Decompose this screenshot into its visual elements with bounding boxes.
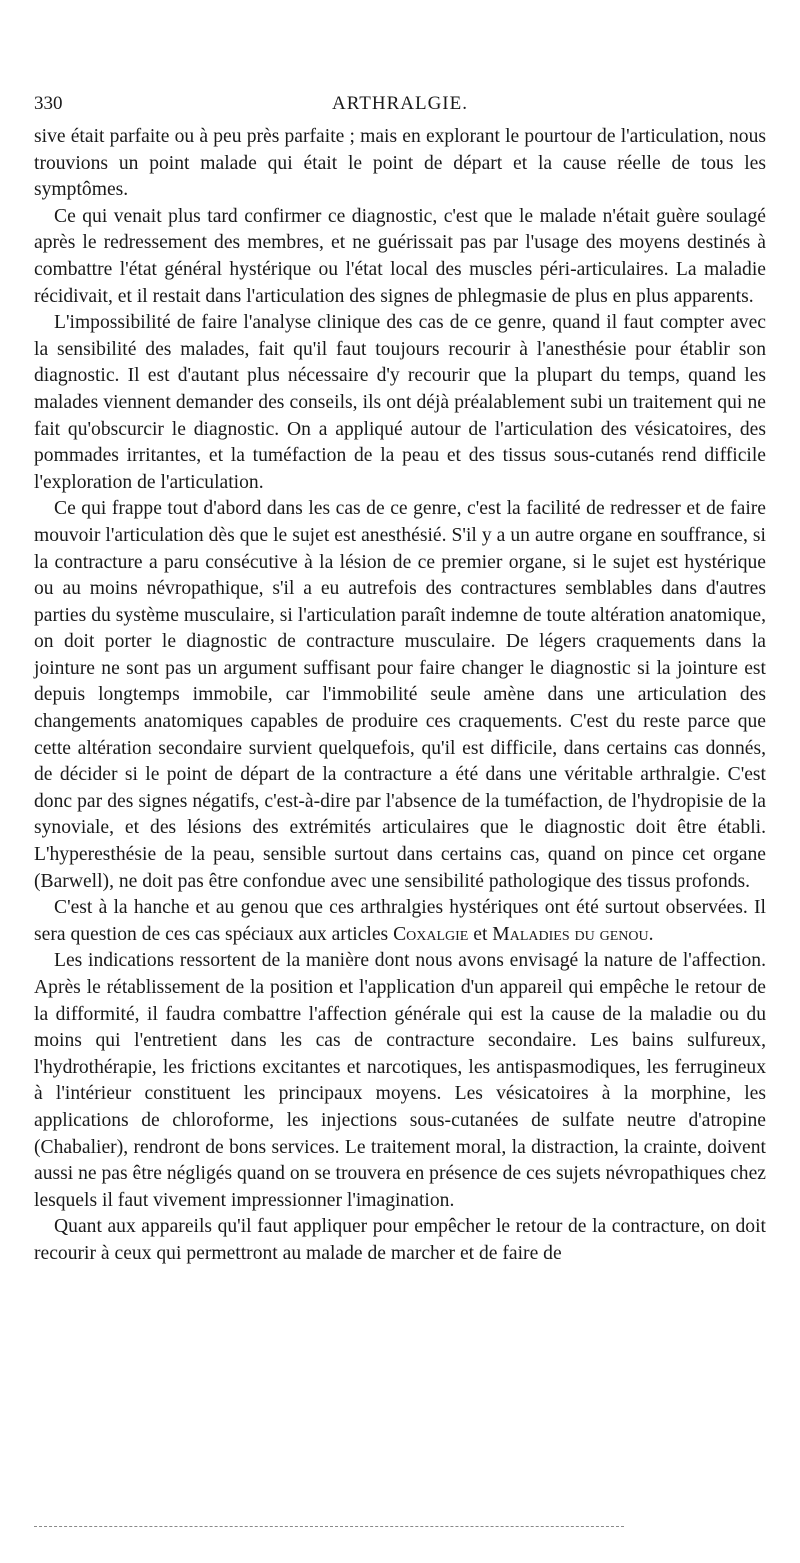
running-title: ARTHRALGIE. xyxy=(332,93,468,114)
paragraph-cross-reference xyxy=(34,895,766,948)
article-reference-maladies-du-genou: Maladies du genou xyxy=(492,923,649,945)
running-header xyxy=(34,92,766,116)
article-reference-coxalgie: Coxalgie xyxy=(393,923,469,945)
page-number: 330 xyxy=(34,93,63,114)
paragraph: Quant aux appareils qu'il faut appliquer pour empêcher le retour de la contracture, on doit recourir à ceux qui permettront au malade de marcher et de faire de xyxy=(34,1216,766,1264)
paragraph: L'impossibilité de faire l'analyse clinique des cas de ce genre, quand il faut compter avec la sensibilité des malades, fait qu'il faut toujours recourir à l'anesthésie pour établir son diagnostic. Il est d'autant plus nécessaire d'y recourir que la plupart du temps, quand les malades viennent demander des conseils, ils ont déjà préalablement subi un traitement qui ne fait qu'obscurcir le diagnostic. On a appliqué autour de l'articulation des vésicatoires, des pommades irritantes, et la tuméfaction de la peau et des tissus sous-cutanés rend difficile l'exploration de l'articulation. xyxy=(34,312,766,493)
paragraph-text: C'est à la hanche et au genou que ces arthralgies hystériques ont été surtout observées. Il sera question de ces cas spéciaux aux articles xyxy=(34,897,766,945)
paragraph: Ce qui frappe tout d'abord dans les cas de ce genre, c'est la facilité de redresser et de faire mouvoir l'articulation dès que le sujet est anesthésié. S'il y a un autre organe en souffrance, si la contracture a paru consécutive à la lésion de ce premier organe, si le sujet est hystérique ou au moins névropathique, s'il a eu autrefois des contractures semblables dans d'autres parties du système musculaire, si l'articulation paraît indemne de toute altération anatomique, on doit porter le diagnostic de contracture musculaire. De légers craquements dans la jointure ne sont pas un argument suffisant pour faire changer le diagnostic si la jointure est depuis longtemps immobile, car l'immobilité seule amène dans une articulation des changements anatomiques capables de produire ces craquements. C'est du reste parce que cette altération secondaire survient quelquefois, qu'il est difficile, dans certains cas donnés, de décider si le point de départ de la contracture a été dans une véritable arthralgie. C'est donc par des signes négatifs, c'est-à-dire par l'absence de la tuméfaction, de l'hydropisie de la synoviale, et des lésions des extrémités articulaires que le diagnostic doit être établi. L'hyperesthésie de la peau, sensible surtout dans certains cas, quand on pince cet organe (Barwell), ne doit pas être confondue avec une sensibilité pathologique des tissus profonds. xyxy=(34,498,766,892)
paragraph: Ce qui venait plus tard confirmer ce diagnostic, c'est que le malade n'était guère soulagé après le redressement des membres, et ne guérissait pas par l'usage des moyens destinés à combattre l'état général hystérique ou l'état local des muscles péri-articulaires. La maladie récidivait, et il restait dans l'articulation des signes de phlegmasie de plus en plus apparents. xyxy=(34,205,766,307)
paragraph-text: et xyxy=(468,923,493,945)
body-text xyxy=(34,124,766,1268)
paragraph-text: . xyxy=(648,923,654,945)
footer-dotted-rule xyxy=(34,1526,624,1527)
paragraph-continuation: sive était parfaite ou à peu près parfaite ; mais en explorant le pourtour de l'articulation, nous trouvions un point malade qui était le point de départ et la cause réelle de tous les symptômes. xyxy=(34,126,766,201)
paragraph: Les indications ressortent de la manière dont nous avons envisagé la nature de l'affection. Après le rétablissement de la position et l'application d'un appareil qui empêche le retour de la difformité, il faudra combattre l'affection générale qui est la cause de la maladie ou du moins qui l'entretient dans les cas de contracture secondaire. Les bains sulfureux, l'hydrothérapie, les frictions excitantes et narcotiques, les antispasmodiques, les ferrugineux à l'intérieur constituent les principaux moyens. Les vésicatoires à la morphine, les applications de chloroforme, les injections sous-cutanées de sulfate neutre d'atropine (Chabalier), rendront de bons services. Le traitement moral, la distraction, la crainte, doivent aussi ne pas être négligés quand on se trouvera en présence de ces sujets névropathiques chez lesquels il faut vivement impressionner l'imagination. xyxy=(34,950,766,1211)
